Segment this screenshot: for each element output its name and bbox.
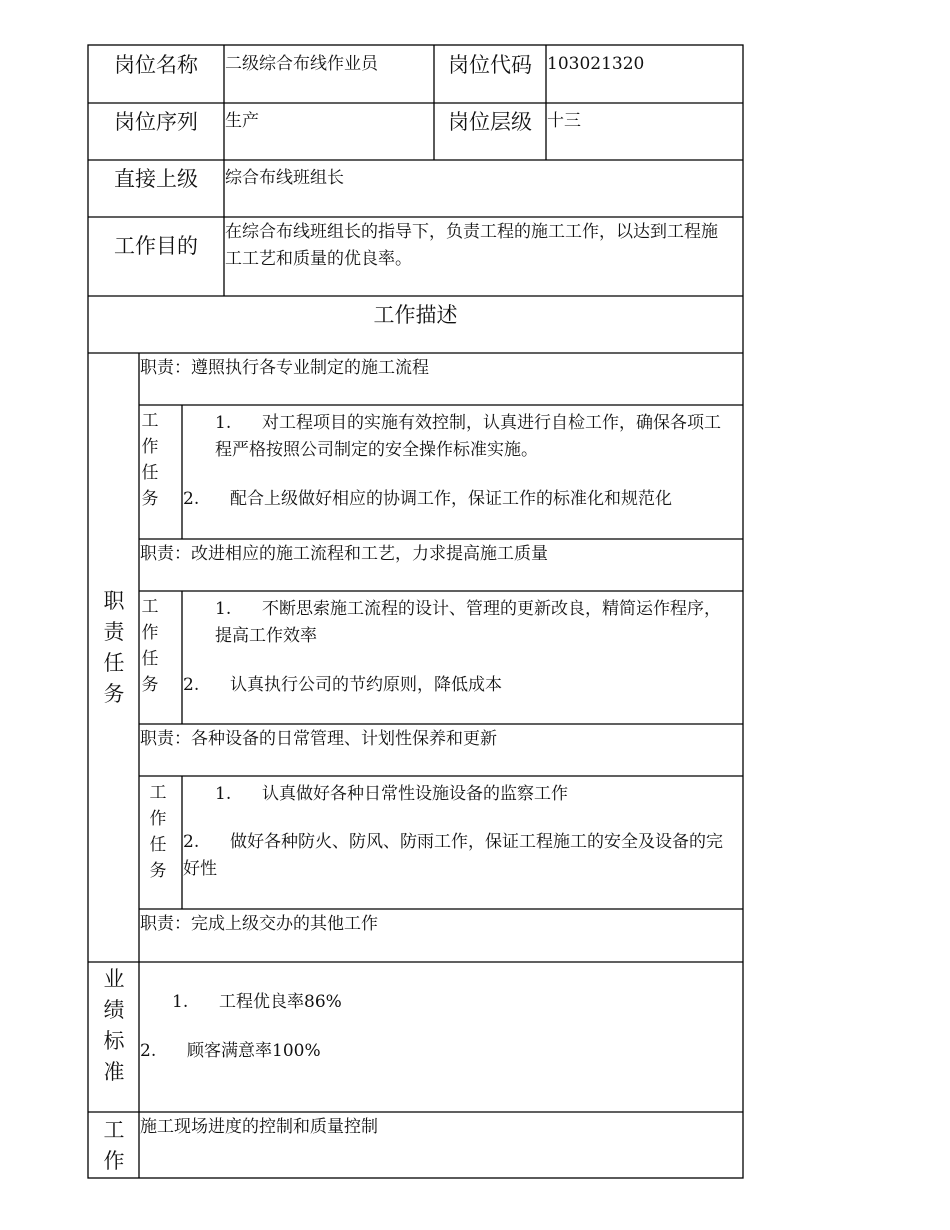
task-label <box>140 408 160 512</box>
level-value: 十三 <box>547 111 581 131</box>
supervisor-label: 直接上级 <box>114 167 198 191</box>
task-text: 认真做好各种日常性设施设备的监察工作 <box>262 784 568 804</box>
performance-label-char: 绩 <box>103 998 125 1022</box>
sequence-label: 岗位序列 <box>114 110 198 134</box>
task-item <box>215 781 735 808</box>
sequence-value: 生产 <box>225 111 259 131</box>
task-label <box>148 780 168 884</box>
task-item <box>215 596 735 650</box>
task-label-char: 工 <box>149 783 167 803</box>
position-name-value: 二级综合布线作业员 <box>225 54 378 74</box>
task-label-char: 务 <box>141 675 159 695</box>
task-item <box>183 486 735 513</box>
work-label <box>102 1115 126 1177</box>
task-label-char: 作 <box>141 437 159 457</box>
task-text: 认真执行公司的节约原则，降低成本 <box>230 675 502 695</box>
task-label-char: 工 <box>141 597 159 617</box>
task-label-char: 任 <box>141 463 159 483</box>
position-code-value: 103021320 <box>547 54 645 74</box>
duty-title: 职责：遵照执行各专业制定的施工流程 <box>140 358 429 378</box>
performance-number: 1. <box>172 992 189 1012</box>
task-text: 做好各种防火、防风、防雨工作，保证工程施工的安全及设备的完好性 <box>183 832 723 879</box>
task-number: 1. <box>215 784 232 804</box>
task-label-char: 务 <box>149 861 167 881</box>
task-label-char: 务 <box>141 489 159 509</box>
task-item <box>183 829 739 883</box>
task-item <box>183 672 735 699</box>
task-label-char: 作 <box>141 623 159 643</box>
task-item <box>215 410 735 464</box>
task-number: 1. <box>215 413 232 433</box>
level-label: 岗位层级 <box>448 110 532 134</box>
task-number: 2. <box>183 675 200 695</box>
task-number: 2. <box>183 832 200 852</box>
task-label-char: 任 <box>149 835 167 855</box>
duties-label-char: 责 <box>103 620 125 644</box>
performance-item <box>140 1038 730 1065</box>
supervisor-value: 综合布线班组长 <box>225 168 344 188</box>
duties-label-char: 职 <box>103 589 125 613</box>
duties-label-char: 任 <box>103 651 125 675</box>
duties-label <box>102 586 126 710</box>
work-label-char: 工 <box>103 1118 125 1142</box>
task-number: 1. <box>215 599 232 619</box>
task-number: 2. <box>183 489 200 509</box>
purpose-label: 工作目的 <box>114 234 198 258</box>
duty-title: 职责：完成上级交办的其他工作 <box>140 914 378 934</box>
position-name-label: 岗位名称 <box>114 53 198 77</box>
performance-number: 2. <box>140 1041 157 1061</box>
work-description-title: 工作描述 <box>373 303 458 327</box>
performance-text: 顾客满意率100% <box>187 1041 321 1061</box>
position-code-label: 岗位代码 <box>448 53 532 77</box>
task-label-char: 作 <box>149 809 167 829</box>
performance-label <box>102 964 126 1088</box>
work-label-char: 作 <box>103 1149 125 1173</box>
performance-label-char: 准 <box>103 1060 125 1084</box>
task-label-char: 任 <box>141 649 159 669</box>
performance-item <box>172 989 732 1016</box>
task-label <box>140 594 160 698</box>
task-text: 配合上级做好相应的协调工作，保证工作的标准化和规范化 <box>230 489 672 509</box>
performance-label-char: 标 <box>103 1029 125 1053</box>
task-label-char: 工 <box>141 411 159 431</box>
performance-text: 工程优良率86% <box>219 992 342 1012</box>
duty-title: 职责：各种设备的日常管理、计划性保养和更新 <box>140 729 497 749</box>
performance-label-char: 业 <box>103 967 125 991</box>
task-text: 不断思索施工流程的设计、管理的更新改良，精简运作程序，提高工作效率 <box>215 599 721 646</box>
work-value: 施工现场进度的控制和质量控制 <box>140 1117 378 1137</box>
purpose-value: 在综合布线班组长的指导下，负责工程的施工工作，以达到工程施工工艺和质量的优良率。 <box>225 222 718 269</box>
task-text: 对工程项目的实施有效控制，认真进行自检工作，确保各项工程严格按照公司制定的安全操作标准实施。 <box>215 413 721 460</box>
duties-label-char: 务 <box>103 682 125 706</box>
duty-title: 职责：改进相应的施工流程和工艺，力求提高施工质量 <box>140 544 548 564</box>
